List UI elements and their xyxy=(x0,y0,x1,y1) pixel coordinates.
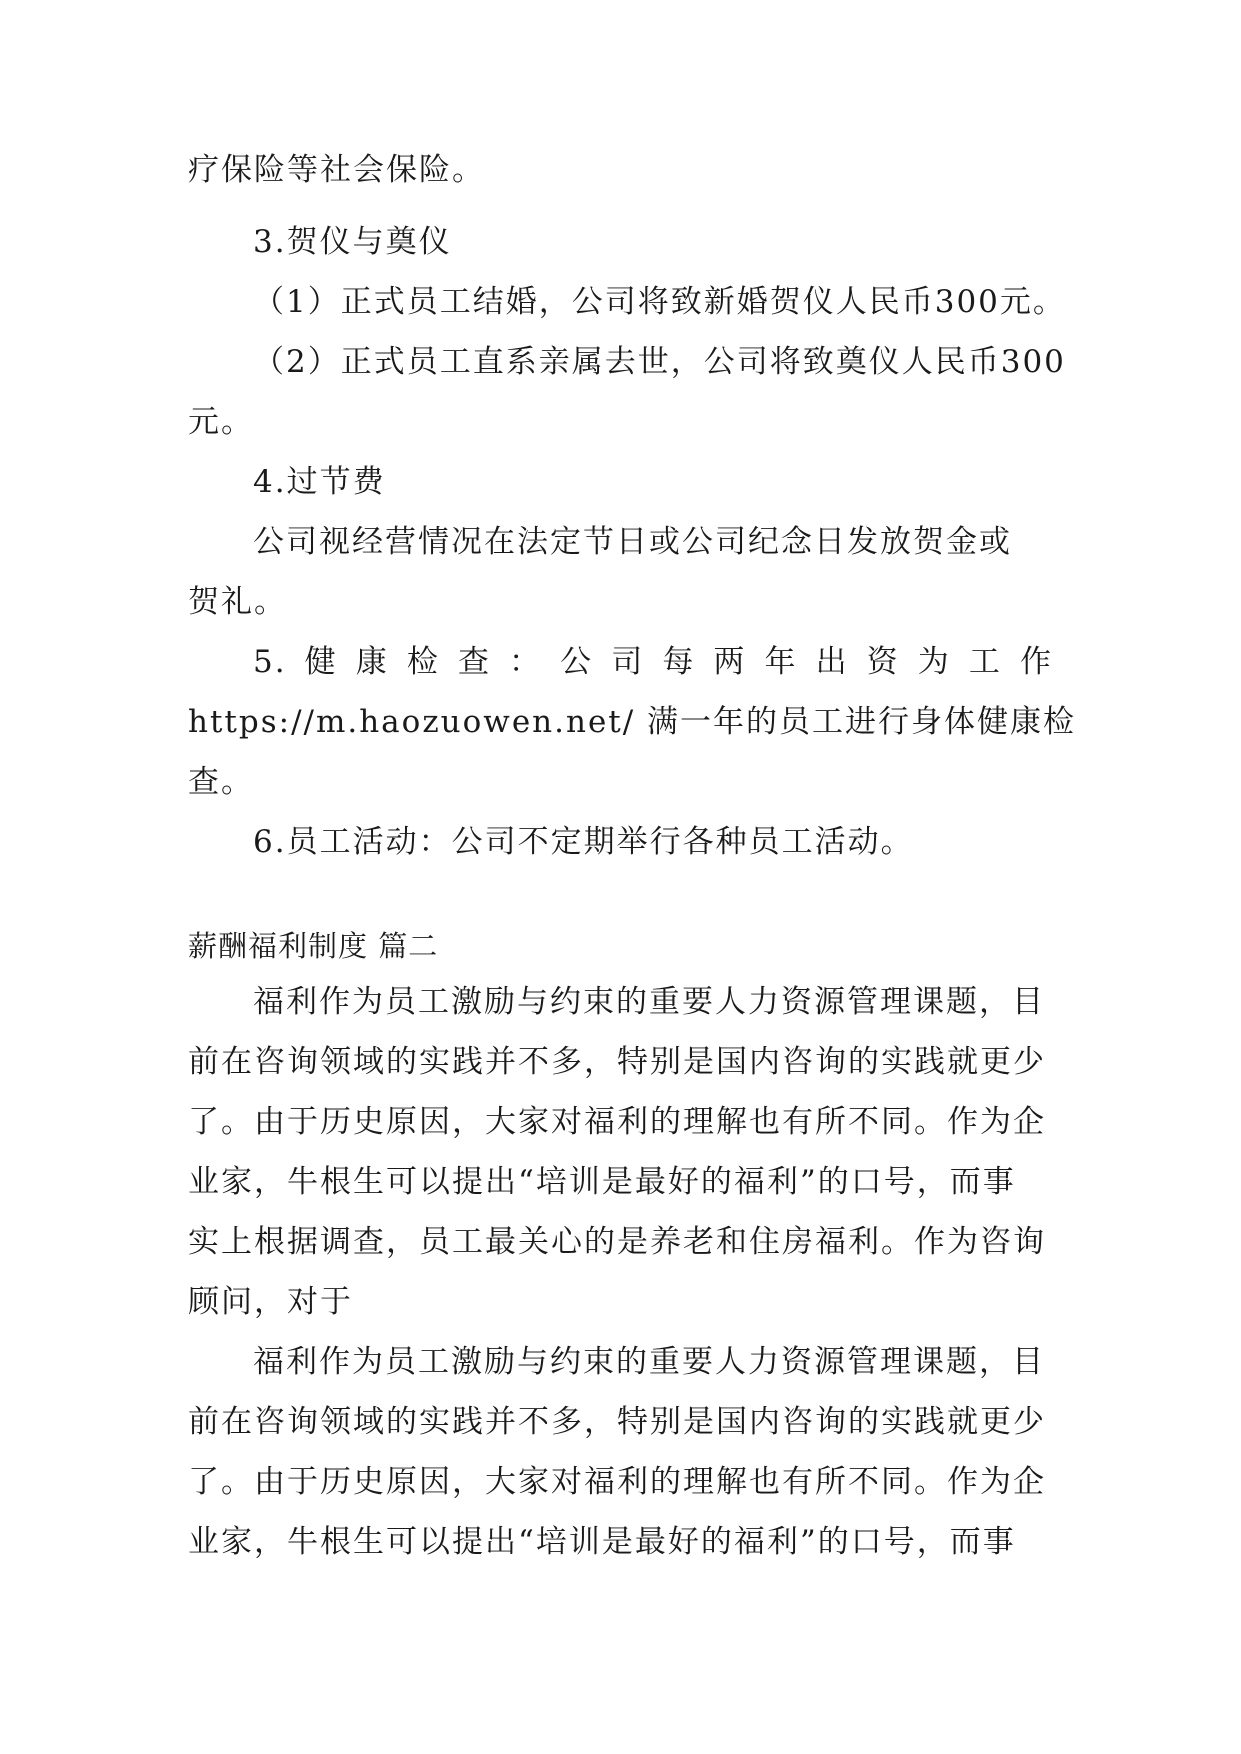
word: 工 xyxy=(968,644,1002,680)
word: 5. xyxy=(253,644,287,680)
paragraph-line: 顾问，对于 xyxy=(188,1284,353,1320)
word: 资 xyxy=(866,644,900,680)
word: ： xyxy=(509,644,543,680)
paragraph-line: 前在咨询领域的实践并不多，特别是国内咨询的实践就更少 xyxy=(188,1404,1046,1440)
paragraph-line: 实上根据调查，员工最关心的是养老和住房福利。作为咨询 xyxy=(188,1224,1046,1260)
section-heading: 薪酬福利制度 篇二 xyxy=(188,929,439,963)
paragraph-line: 福利作为员工激励与约束的重要人力资源管理课题，目 xyxy=(253,1344,1045,1380)
text-line: 疗保险等社会保险。 xyxy=(188,152,485,188)
list-item-heading: 3.贺仪与奠仪 xyxy=(253,224,452,260)
word: 两 xyxy=(713,644,747,680)
text-line: 查。 xyxy=(188,764,254,800)
list-item-heading: 6.员工活动：公司不定期举行各种员工活动。 xyxy=(253,824,914,860)
justified-text-line xyxy=(253,642,1053,682)
text-line: 元。 xyxy=(188,404,254,440)
text-line: （1）正式员工结婚，公司将致新婚贺仪人民币300元。 xyxy=(253,284,1066,320)
word: 作 xyxy=(1019,644,1053,680)
word: 出 xyxy=(815,644,849,680)
text-line: （2）正式员工直系亲属去世，公司将致奠仪人民币300 xyxy=(253,344,1066,380)
word: 年 xyxy=(764,644,798,680)
paragraph-line: 业家，牛根生可以提出“培训是最好的福利”的口号，而事 xyxy=(188,1524,1016,1560)
word: 司 xyxy=(611,644,645,680)
paragraph-line: 福利作为员工激励与约束的重要人力资源管理课题，目 xyxy=(253,984,1045,1020)
word: 公 xyxy=(560,644,594,680)
paragraph-line: 业家，牛根生可以提出“培训是最好的福利”的口号，而事 xyxy=(188,1164,1016,1200)
list-item-heading: 4.过节费 xyxy=(253,464,386,500)
paragraph-line: 了。由于历史原因，大家对福利的理解也有所不同。作为企 xyxy=(188,1464,1046,1500)
word: 检 xyxy=(406,644,440,680)
text-line: 公司视经营情况在法定节日或公司纪念日发放贺金或 xyxy=(253,524,1012,560)
text-line-with-url: https://m.haozuowen.net/ 满一年的员工进行身体健康检 xyxy=(188,704,1077,740)
word: 每 xyxy=(662,644,696,680)
word: 查 xyxy=(457,644,491,680)
word: 健 xyxy=(304,644,338,680)
word: 为 xyxy=(917,644,951,680)
paragraph-line: 了。由于历史原因，大家对福利的理解也有所不同。作为企 xyxy=(188,1104,1046,1140)
word: 康 xyxy=(355,644,389,680)
text-line: 贺礼。 xyxy=(188,584,287,620)
paragraph-line: 前在咨询领域的实践并不多，特别是国内咨询的实践就更少 xyxy=(188,1044,1046,1080)
